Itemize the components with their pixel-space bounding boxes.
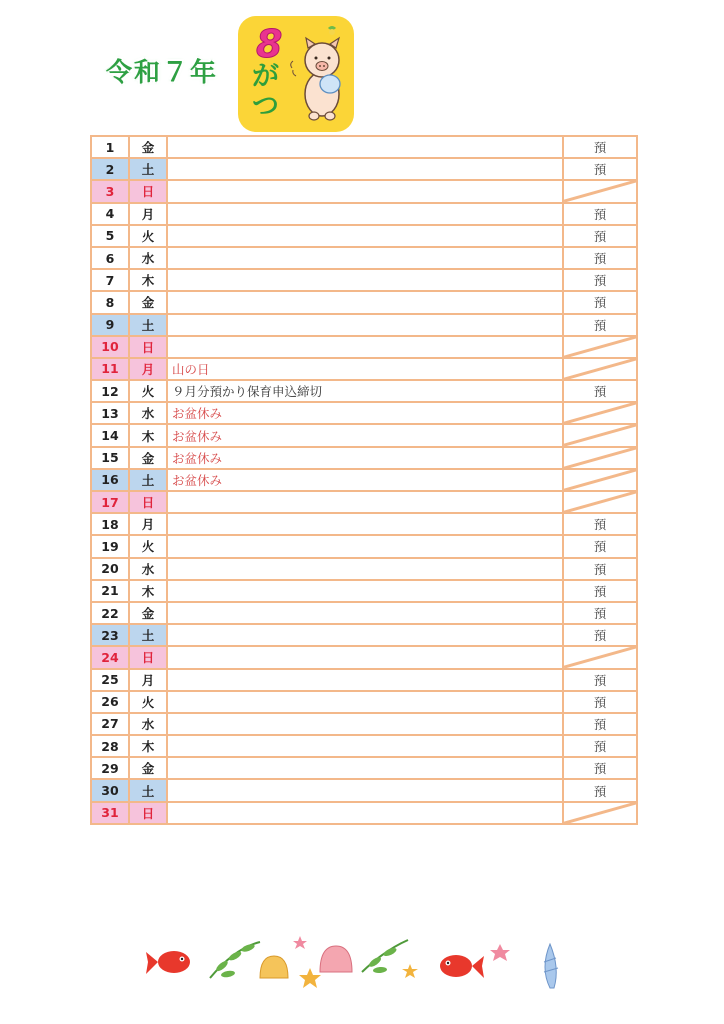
day-number: 6 [91,247,129,269]
childcare-mark [563,203,637,225]
event-note: お盆休み [167,402,563,424]
fern-leaf-icon [362,940,408,974]
event-note [167,691,563,713]
event-note [167,757,563,779]
childcare-mark [563,602,637,624]
calendar-row [91,380,637,402]
childcare-mark-label: 預 [593,162,607,178]
event-note [167,535,563,557]
childcare-mark-label: 預 [593,384,607,400]
childcare-mark-label: 預 [593,295,607,311]
closed-day-slash [564,403,636,423]
seashell-icon [260,946,352,978]
calendar-row [91,580,637,602]
event-note [167,624,563,646]
childcare-mark-label: 預 [593,273,607,289]
childcare-mark [563,158,637,180]
day-number: 24 [91,646,129,668]
event-note: お盆休み [167,469,563,491]
goldfish-icon [440,955,484,978]
weekday-label: 土 [129,314,167,336]
day-number: 27 [91,713,129,735]
event-note [167,247,563,269]
childcare-mark [563,735,637,757]
closed-day-slash [564,803,636,823]
day-number: 17 [91,491,129,513]
day-number: 25 [91,669,129,691]
month-kana: がつ [252,61,279,122]
childcare-mark-label: 預 [593,317,607,333]
childcare-mark-label: 預 [593,672,607,688]
goldfish-icon [146,951,190,974]
closed-day-slash [564,647,636,667]
childcare-mark [563,624,637,646]
event-note [167,491,563,513]
calendar-row [91,158,637,180]
calendar-row [91,402,637,424]
childcare-mark-label: 預 [593,517,607,533]
weekday-label: 火 [129,380,167,402]
childcare-mark [563,180,637,202]
weekday-label: 木 [129,269,167,291]
weekday-label: 日 [129,646,167,668]
calendar-row [91,469,637,491]
event-note [167,646,563,668]
calendar-row [91,291,637,313]
event-note [167,735,563,757]
childcare-mark-label: 預 [593,628,607,644]
weekday-label: 金 [129,291,167,313]
day-number: 20 [91,558,129,580]
calendar-row [91,713,637,735]
weekday-label: 水 [129,247,167,269]
summer-decoration [140,928,580,992]
childcare-mark [563,469,637,491]
calendar-row [91,424,637,446]
calendar-row [91,513,637,535]
childcare-mark [563,713,637,735]
day-number: 11 [91,358,129,380]
calendar-header [0,0,724,134]
day-number: 22 [91,602,129,624]
weekday-label: 金 [129,602,167,624]
childcare-mark [563,491,637,513]
childcare-mark-label: 預 [593,228,607,244]
weekday-label: 土 [129,624,167,646]
childcare-mark [563,447,637,469]
event-note: ９月分預かり保育申込締切 [167,380,563,402]
weekday-label: 金 [129,757,167,779]
calendar-row [91,247,637,269]
closed-day-slash [564,448,636,468]
childcare-mark [563,802,637,824]
event-note: お盆休み [167,424,563,446]
childcare-mark-label: 預 [593,561,607,577]
childcare-mark [563,402,637,424]
calendar-row [91,691,637,713]
weekday-label: 金 [129,136,167,158]
weekday-label: 火 [129,691,167,713]
day-number: 21 [91,580,129,602]
day-number: 23 [91,624,129,646]
month-number: 8 [256,22,283,66]
weekday-label: 日 [129,336,167,358]
childcare-mark-label: 預 [593,140,607,156]
weekday-label: 日 [129,802,167,824]
day-number: 13 [91,402,129,424]
event-note [167,314,563,336]
calendar-row [91,558,637,580]
event-note: お盆休み [167,447,563,469]
day-number: 2 [91,158,129,180]
weekday-label: 月 [129,669,167,691]
closed-day-slash [564,181,636,201]
calendar-row [91,225,637,247]
calendar-row [91,669,637,691]
childcare-mark-label: 預 [593,739,607,755]
childcare-mark [563,269,637,291]
day-number: 5 [91,225,129,247]
day-number: 30 [91,779,129,801]
day-number: 12 [91,380,129,402]
era-year-title: 令和７年 [106,58,219,88]
childcare-mark [563,513,637,535]
day-number: 10 [91,336,129,358]
childcare-mark [563,757,637,779]
childcare-mark [563,558,637,580]
weekday-label: 月 [129,513,167,535]
weekday-label: 日 [129,491,167,513]
calendar-row [91,602,637,624]
closed-day-slash [564,470,636,490]
childcare-mark-label: 預 [593,783,607,799]
event-note [167,180,563,202]
event-note [167,602,563,624]
childcare-mark-label: 預 [593,761,607,777]
childcare-mark-label: 預 [593,206,607,222]
calendar-row [91,447,637,469]
childcare-mark [563,779,637,801]
weekday-label: 月 [129,203,167,225]
day-number: 1 [91,136,129,158]
childcare-mark [563,691,637,713]
childcare-mark [563,358,637,380]
day-number: 8 [91,291,129,313]
calendar-row [91,314,637,336]
closed-day-slash [564,337,636,357]
childcare-mark [563,424,637,446]
conch-shell-icon [544,944,558,988]
calendar-row [91,624,637,646]
calendar-table [90,135,638,825]
childcare-mark [563,314,637,336]
calendar-row [91,646,637,668]
day-number: 26 [91,691,129,713]
calendar-row [91,757,637,779]
weekday-label: 火 [129,225,167,247]
closed-day-slash [564,359,636,379]
calendar-row [91,203,637,225]
weekday-label: 水 [129,402,167,424]
day-number: 4 [91,203,129,225]
weekday-label: 土 [129,158,167,180]
weekday-label: 土 [129,779,167,801]
closed-day-slash [564,425,636,445]
calendar-row [91,735,637,757]
childcare-mark [563,225,637,247]
childcare-mark-label: 預 [593,583,607,599]
childcare-mark [563,247,637,269]
childcare-mark [563,646,637,668]
weekday-label: 水 [129,558,167,580]
calendar-row [91,269,637,291]
day-number: 18 [91,513,129,535]
event-note [167,291,563,313]
calendar-row [91,535,637,557]
childcare-mark [563,380,637,402]
calendar-body [91,136,637,824]
calendar-row [91,802,637,824]
childcare-mark-label: 預 [593,694,607,710]
event-note [167,269,563,291]
childcare-mark [563,669,637,691]
childcare-mark-label: 預 [593,606,607,622]
calendar-row [91,491,637,513]
event-note [167,558,563,580]
calendar-row [91,180,637,202]
childcare-mark [563,291,637,313]
day-number: 16 [91,469,129,491]
weekday-label: 日 [129,180,167,202]
day-number: 7 [91,269,129,291]
childcare-mark-label: 預 [593,716,607,732]
event-note [167,203,563,225]
weekday-label: 木 [129,580,167,602]
childcare-mark [563,535,637,557]
weekday-label: 木 [129,735,167,757]
event-note [167,136,563,158]
day-number: 14 [91,424,129,446]
calendar-row [91,136,637,158]
day-number: 3 [91,180,129,202]
childcare-mark [563,580,637,602]
day-number: 28 [91,735,129,757]
weekday-label: 月 [129,358,167,380]
day-number: 29 [91,757,129,779]
day-number: 19 [91,535,129,557]
event-note [167,779,563,801]
event-note [167,713,563,735]
calendar-row [91,358,637,380]
calendar-row [91,779,637,801]
day-number: 15 [91,447,129,469]
weekday-label: 土 [129,469,167,491]
pig-mascot-icon [284,24,354,128]
event-note [167,513,563,535]
weekday-label: 木 [129,424,167,446]
day-number: 31 [91,802,129,824]
day-number: 9 [91,314,129,336]
childcare-mark [563,336,637,358]
childcare-mark [563,136,637,158]
event-note [167,669,563,691]
event-note [167,580,563,602]
childcare-mark-label: 預 [593,251,607,267]
weekday-label: 水 [129,713,167,735]
fern-leaf-icon [210,942,260,978]
event-note [167,158,563,180]
event-note [167,802,563,824]
weekday-label: 火 [129,535,167,557]
calendar-row [91,336,637,358]
event-note: 山の日 [167,358,563,380]
weekday-label: 金 [129,447,167,469]
event-note [167,336,563,358]
childcare-mark-label: 預 [593,539,607,555]
event-note [167,225,563,247]
month-badge [238,16,354,132]
closed-day-slash [564,492,636,512]
